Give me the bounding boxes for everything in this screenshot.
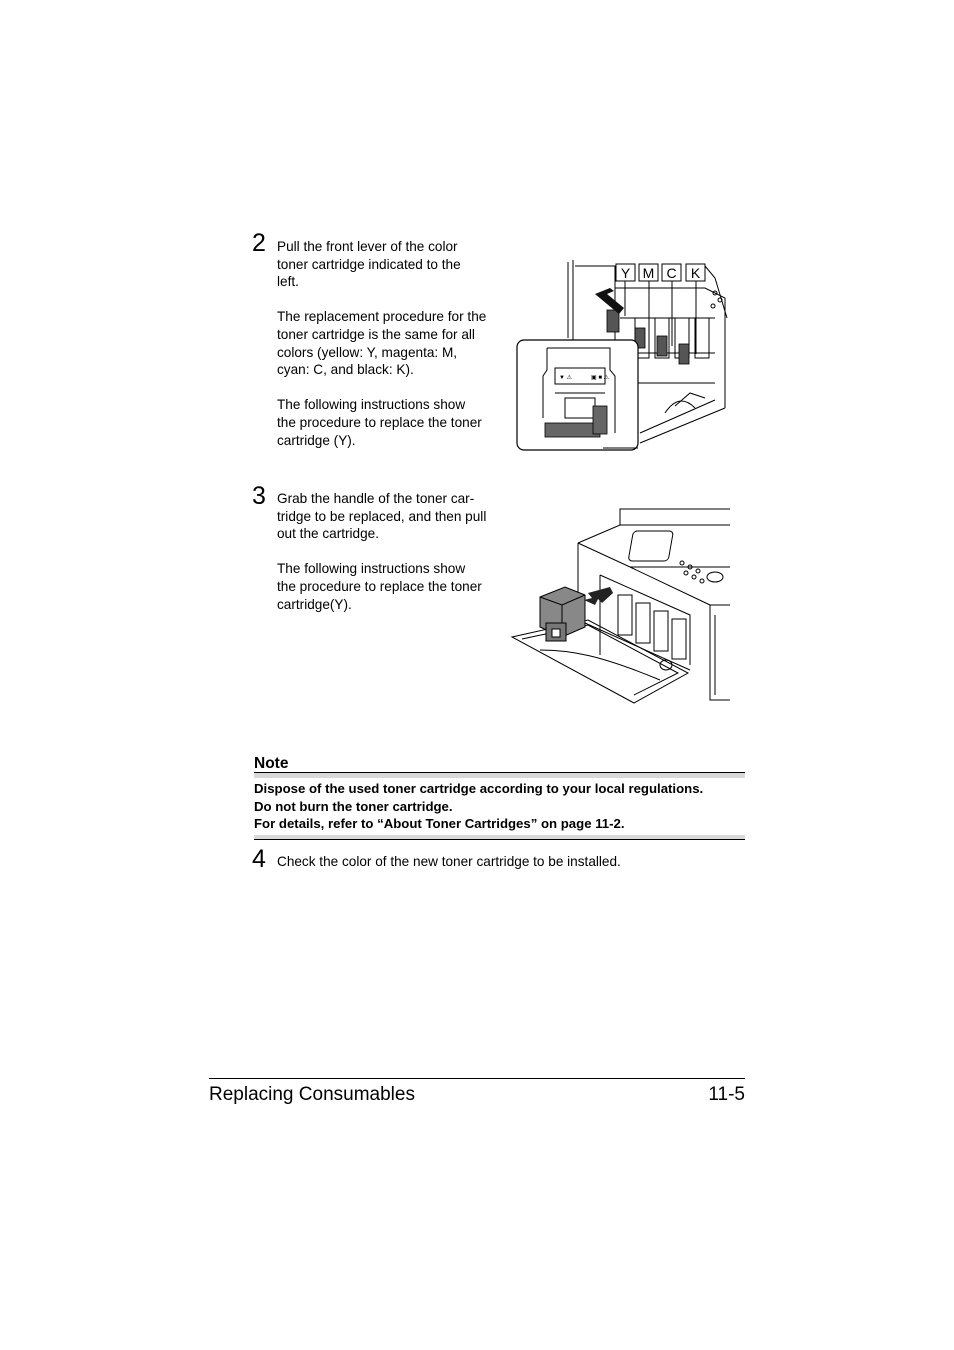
note-rule-top bbox=[254, 772, 745, 778]
label-y: Y bbox=[620, 265, 631, 281]
note-line-2: Do not burn the toner cartridge. bbox=[254, 798, 453, 814]
note-rule-bottom bbox=[254, 835, 745, 840]
note-line-1: Dispose of the used toner cartridge according to your local regulations. bbox=[254, 781, 704, 796]
label-m: M bbox=[642, 265, 655, 281]
step-4-text bbox=[277, 853, 737, 871]
footer-section-title: Replacing Consumables bbox=[209, 1084, 415, 1105]
step-2-text bbox=[277, 238, 492, 449]
note-title: Note bbox=[254, 755, 289, 772]
step-3-number: 3 bbox=[252, 482, 266, 510]
inset-lever bbox=[545, 423, 600, 437]
cartridge-removal-illustration bbox=[510, 505, 732, 705]
note-line-3: For details, refer to “About Toner Cartridges” on page 11-2. bbox=[254, 816, 625, 832]
label-k: K bbox=[690, 265, 701, 281]
pull-out-arrow-icon bbox=[584, 587, 613, 605]
lever-illustration bbox=[515, 258, 730, 453]
footer-rule bbox=[209, 1078, 745, 1079]
svg-text:▼ ⚠: ▼ ⚠ bbox=[559, 375, 572, 381]
step-3-paragraph-2: The following instructions show the procedure to replace the toner cartridge(Y). bbox=[277, 561, 482, 612]
step-2-paragraph-3: The following instructions show the procedure to replace the toner cartridge (Y). bbox=[277, 397, 482, 448]
step-3-paragraph-1: Grab the handle of the toner car-tridge to be replaced, and then pull out the cartridge. bbox=[277, 491, 487, 542]
step-2-number: 2 bbox=[252, 229, 266, 257]
step-4-paragraph-1: Check the color of the new toner cartridge to be installed. bbox=[277, 854, 621, 869]
step-3-text bbox=[277, 490, 492, 613]
footer-page-number: 11-5 bbox=[708, 1084, 745, 1105]
step-4-number: 4 bbox=[252, 845, 266, 873]
yellow-lever bbox=[607, 310, 619, 332]
control-panel-screen bbox=[628, 531, 673, 561]
label-c: C bbox=[666, 265, 677, 281]
step-2-paragraph-2: The replacement procedure for the toner cartridge is the same for all colors (yellow: Y, magenta: M, cyan: C, and black: K). bbox=[277, 309, 487, 378]
step-2-paragraph-1: Pull the front lever of the color toner cartridge indicated to the left. bbox=[277, 239, 461, 290]
svg-text:▣ ■ ⚠: ▣ ■ ⚠ bbox=[591, 375, 610, 381]
note-body bbox=[254, 780, 749, 833]
